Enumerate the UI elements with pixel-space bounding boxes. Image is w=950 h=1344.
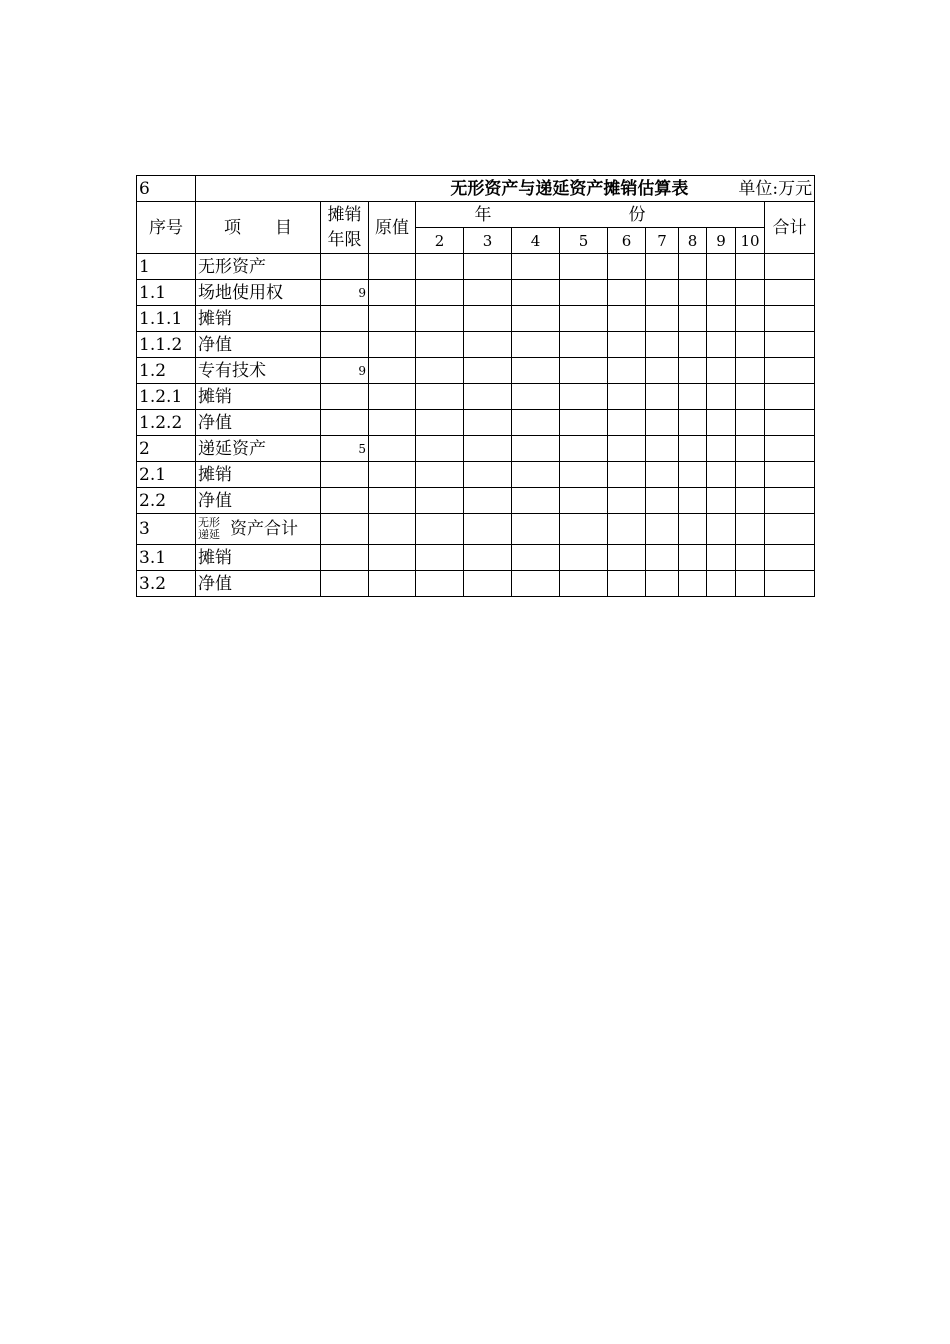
row-period (321, 332, 369, 358)
empty-cell (560, 384, 608, 410)
empty-cell (679, 384, 707, 410)
empty-cell (707, 358, 736, 384)
year-header-3: 3 (464, 228, 512, 254)
empty-cell (679, 545, 707, 571)
empty-cell (512, 410, 560, 436)
empty-cell (736, 410, 765, 436)
empty-cell (736, 306, 765, 332)
empty-cell (679, 254, 707, 280)
row-item (196, 514, 321, 545)
row-seq: 3.1 (137, 545, 196, 571)
empty-cell (765, 571, 815, 597)
empty-cell (464, 514, 512, 545)
empty-cell (416, 571, 464, 597)
empty-cell (512, 384, 560, 410)
empty-cell (464, 384, 512, 410)
empty-cell (736, 280, 765, 306)
row-item-suffix: 资产合计 (230, 518, 298, 539)
header-item: 项 目 (196, 202, 321, 254)
empty-cell (512, 280, 560, 306)
empty-cell (416, 488, 464, 514)
row-item: 净值 (196, 332, 321, 358)
header-period (321, 202, 369, 254)
empty-cell (736, 488, 765, 514)
empty-cell (646, 280, 679, 306)
row-seq: 3.2 (137, 571, 196, 597)
table-row (137, 306, 815, 332)
row-period (321, 254, 369, 280)
empty-cell (679, 571, 707, 597)
table-title: 无形资产与递延资产摊销估算表 (450, 178, 689, 199)
empty-cell (416, 462, 464, 488)
row-item-bottom: 递延 (198, 528, 220, 542)
empty-cell (608, 332, 646, 358)
row-item-stack (198, 517, 220, 541)
empty-cell (646, 545, 679, 571)
row-item: 摊销 (196, 384, 321, 410)
empty-cell (608, 462, 646, 488)
empty-cell (608, 254, 646, 280)
empty-cell (646, 488, 679, 514)
empty-cell (765, 280, 815, 306)
table-index-cell: 6 (137, 176, 196, 202)
year-header-5: 5 (560, 228, 608, 254)
empty-cell (608, 358, 646, 384)
empty-cell (679, 358, 707, 384)
empty-cell (464, 280, 512, 306)
empty-cell (765, 332, 815, 358)
empty-cell (646, 436, 679, 462)
empty-cell (560, 332, 608, 358)
row-seq: 1 (137, 254, 196, 280)
empty-cell (736, 462, 765, 488)
empty-cell (512, 545, 560, 571)
empty-cell (416, 384, 464, 410)
table-row (137, 462, 815, 488)
empty-cell (416, 280, 464, 306)
empty-cell (369, 254, 416, 280)
empty-cell (369, 280, 416, 306)
empty-cell (560, 488, 608, 514)
empty-cell (512, 358, 560, 384)
title-row (137, 176, 815, 202)
empty-cell (646, 514, 679, 545)
empty-cell (707, 436, 736, 462)
empty-cell (707, 332, 736, 358)
empty-cell (369, 332, 416, 358)
empty-cell (464, 410, 512, 436)
table-row (137, 571, 815, 597)
row-seq: 1.2.1 (137, 384, 196, 410)
row-seq: 2.1 (137, 462, 196, 488)
empty-cell (736, 514, 765, 545)
empty-cell (560, 280, 608, 306)
empty-cell (646, 462, 679, 488)
empty-cell (707, 571, 736, 597)
empty-cell (369, 571, 416, 597)
year-header-10: 10 (736, 228, 765, 254)
year-header-7: 7 (646, 228, 679, 254)
empty-cell (560, 358, 608, 384)
empty-cell (736, 254, 765, 280)
empty-cell (369, 462, 416, 488)
amortization-table (136, 175, 815, 597)
empty-cell (464, 436, 512, 462)
row-period (321, 462, 369, 488)
row-item: 净值 (196, 571, 321, 597)
header-year-group: 年 份 (416, 202, 765, 228)
empty-cell (416, 436, 464, 462)
row-item: 净值 (196, 410, 321, 436)
row-seq: 2.2 (137, 488, 196, 514)
row-item: 净值 (196, 488, 321, 514)
empty-cell (679, 462, 707, 488)
row-period (321, 384, 369, 410)
row-seq: 1.2.2 (137, 410, 196, 436)
year-header-2: 2 (416, 228, 464, 254)
row-seq: 3 (137, 514, 196, 545)
empty-cell (736, 571, 765, 597)
empty-cell (646, 254, 679, 280)
header-seq: 序号 (137, 202, 196, 254)
year-header-8: 8 (679, 228, 707, 254)
empty-cell (608, 571, 646, 597)
empty-cell (512, 514, 560, 545)
empty-cell (646, 410, 679, 436)
empty-cell (512, 436, 560, 462)
empty-cell (765, 410, 815, 436)
table-row (137, 488, 815, 514)
empty-cell (608, 545, 646, 571)
year-header-6: 6 (608, 228, 646, 254)
header-period-line1: 摊销 (327, 204, 362, 225)
empty-cell (707, 462, 736, 488)
row-period (321, 410, 369, 436)
empty-cell (369, 358, 416, 384)
row-period (321, 306, 369, 332)
row-seq: 1.2 (137, 358, 196, 384)
empty-cell (608, 514, 646, 545)
header-total: 合计 (765, 202, 815, 254)
row-period: 9 (321, 358, 369, 384)
row-item: 递延资产 (196, 436, 321, 462)
empty-cell (679, 410, 707, 436)
empty-cell (679, 488, 707, 514)
empty-cell (736, 436, 765, 462)
empty-cell (736, 358, 765, 384)
empty-cell (679, 332, 707, 358)
empty-cell (416, 358, 464, 384)
empty-cell (369, 488, 416, 514)
empty-cell (608, 488, 646, 514)
empty-cell (464, 571, 512, 597)
empty-cell (512, 306, 560, 332)
table-row (137, 410, 815, 436)
empty-cell (560, 254, 608, 280)
empty-cell (765, 436, 815, 462)
row-period: 5 (321, 436, 369, 462)
table-row (137, 254, 815, 280)
empty-cell (369, 514, 416, 545)
empty-cell (765, 462, 815, 488)
empty-cell (560, 410, 608, 436)
table-row (137, 358, 815, 384)
empty-cell (679, 514, 707, 545)
empty-cell (765, 384, 815, 410)
empty-cell (512, 462, 560, 488)
row-seq: 1.1.2 (137, 332, 196, 358)
empty-cell (560, 545, 608, 571)
empty-cell (464, 332, 512, 358)
table-row (137, 384, 815, 410)
table-row (137, 545, 815, 571)
empty-cell (464, 306, 512, 332)
row-period (321, 488, 369, 514)
empty-cell (707, 410, 736, 436)
empty-cell (707, 514, 736, 545)
row-period (321, 545, 369, 571)
empty-cell (416, 332, 464, 358)
row-item-top: 无形 (198, 516, 220, 530)
row-item: 无形资产 (196, 254, 321, 280)
empty-cell (765, 358, 815, 384)
table-row (137, 436, 815, 462)
empty-cell (464, 488, 512, 514)
year-header-9: 9 (707, 228, 736, 254)
row-item: 专有技术 (196, 358, 321, 384)
empty-cell (646, 306, 679, 332)
row-period (321, 514, 369, 545)
empty-cell (707, 306, 736, 332)
table-row (137, 332, 815, 358)
row-item: 摊销 (196, 462, 321, 488)
empty-cell (646, 332, 679, 358)
header-row-1 (137, 202, 815, 228)
empty-cell (416, 514, 464, 545)
empty-cell (560, 436, 608, 462)
empty-cell (765, 306, 815, 332)
empty-cell (560, 306, 608, 332)
empty-cell (608, 410, 646, 436)
empty-cell (512, 332, 560, 358)
row-period: 9 (321, 280, 369, 306)
empty-cell (369, 410, 416, 436)
row-item: 摊销 (196, 545, 321, 571)
empty-cell (608, 384, 646, 410)
empty-cell (608, 280, 646, 306)
empty-cell (679, 306, 707, 332)
empty-cell (464, 358, 512, 384)
empty-cell (765, 254, 815, 280)
empty-cell (416, 254, 464, 280)
empty-cell (736, 384, 765, 410)
empty-cell (416, 306, 464, 332)
empty-cell (369, 436, 416, 462)
empty-cell (369, 306, 416, 332)
empty-cell (464, 462, 512, 488)
row-period (321, 571, 369, 597)
empty-cell (679, 280, 707, 306)
empty-cell (464, 254, 512, 280)
empty-cell (560, 514, 608, 545)
row-seq: 1.1 (137, 280, 196, 306)
empty-cell (765, 545, 815, 571)
year-header-4: 4 (512, 228, 560, 254)
title-cell (196, 176, 815, 202)
row-seq: 1.1.1 (137, 306, 196, 332)
empty-cell (736, 545, 765, 571)
empty-cell (679, 436, 707, 462)
header-original: 原值 (369, 202, 416, 254)
empty-cell (560, 571, 608, 597)
row-item: 场地使用权 (196, 280, 321, 306)
unit-label: 单位:万元 (738, 178, 813, 199)
empty-cell (608, 306, 646, 332)
empty-cell (369, 545, 416, 571)
empty-cell (707, 254, 736, 280)
empty-cell (560, 462, 608, 488)
empty-cell (416, 410, 464, 436)
empty-cell (512, 571, 560, 597)
empty-cell (707, 384, 736, 410)
empty-cell (512, 488, 560, 514)
empty-cell (608, 436, 646, 462)
empty-cell (646, 358, 679, 384)
empty-cell (646, 571, 679, 597)
empty-cell (464, 545, 512, 571)
table-row (137, 280, 815, 306)
empty-cell (736, 332, 765, 358)
table-row (137, 514, 815, 545)
empty-cell (707, 488, 736, 514)
row-seq: 2 (137, 436, 196, 462)
empty-cell (512, 254, 560, 280)
empty-cell (707, 280, 736, 306)
empty-cell (416, 545, 464, 571)
row-item: 摊销 (196, 306, 321, 332)
empty-cell (765, 514, 815, 545)
empty-cell (707, 545, 736, 571)
header-period-line2: 年限 (327, 229, 362, 250)
empty-cell (646, 384, 679, 410)
empty-cell (765, 488, 815, 514)
empty-cell (369, 384, 416, 410)
